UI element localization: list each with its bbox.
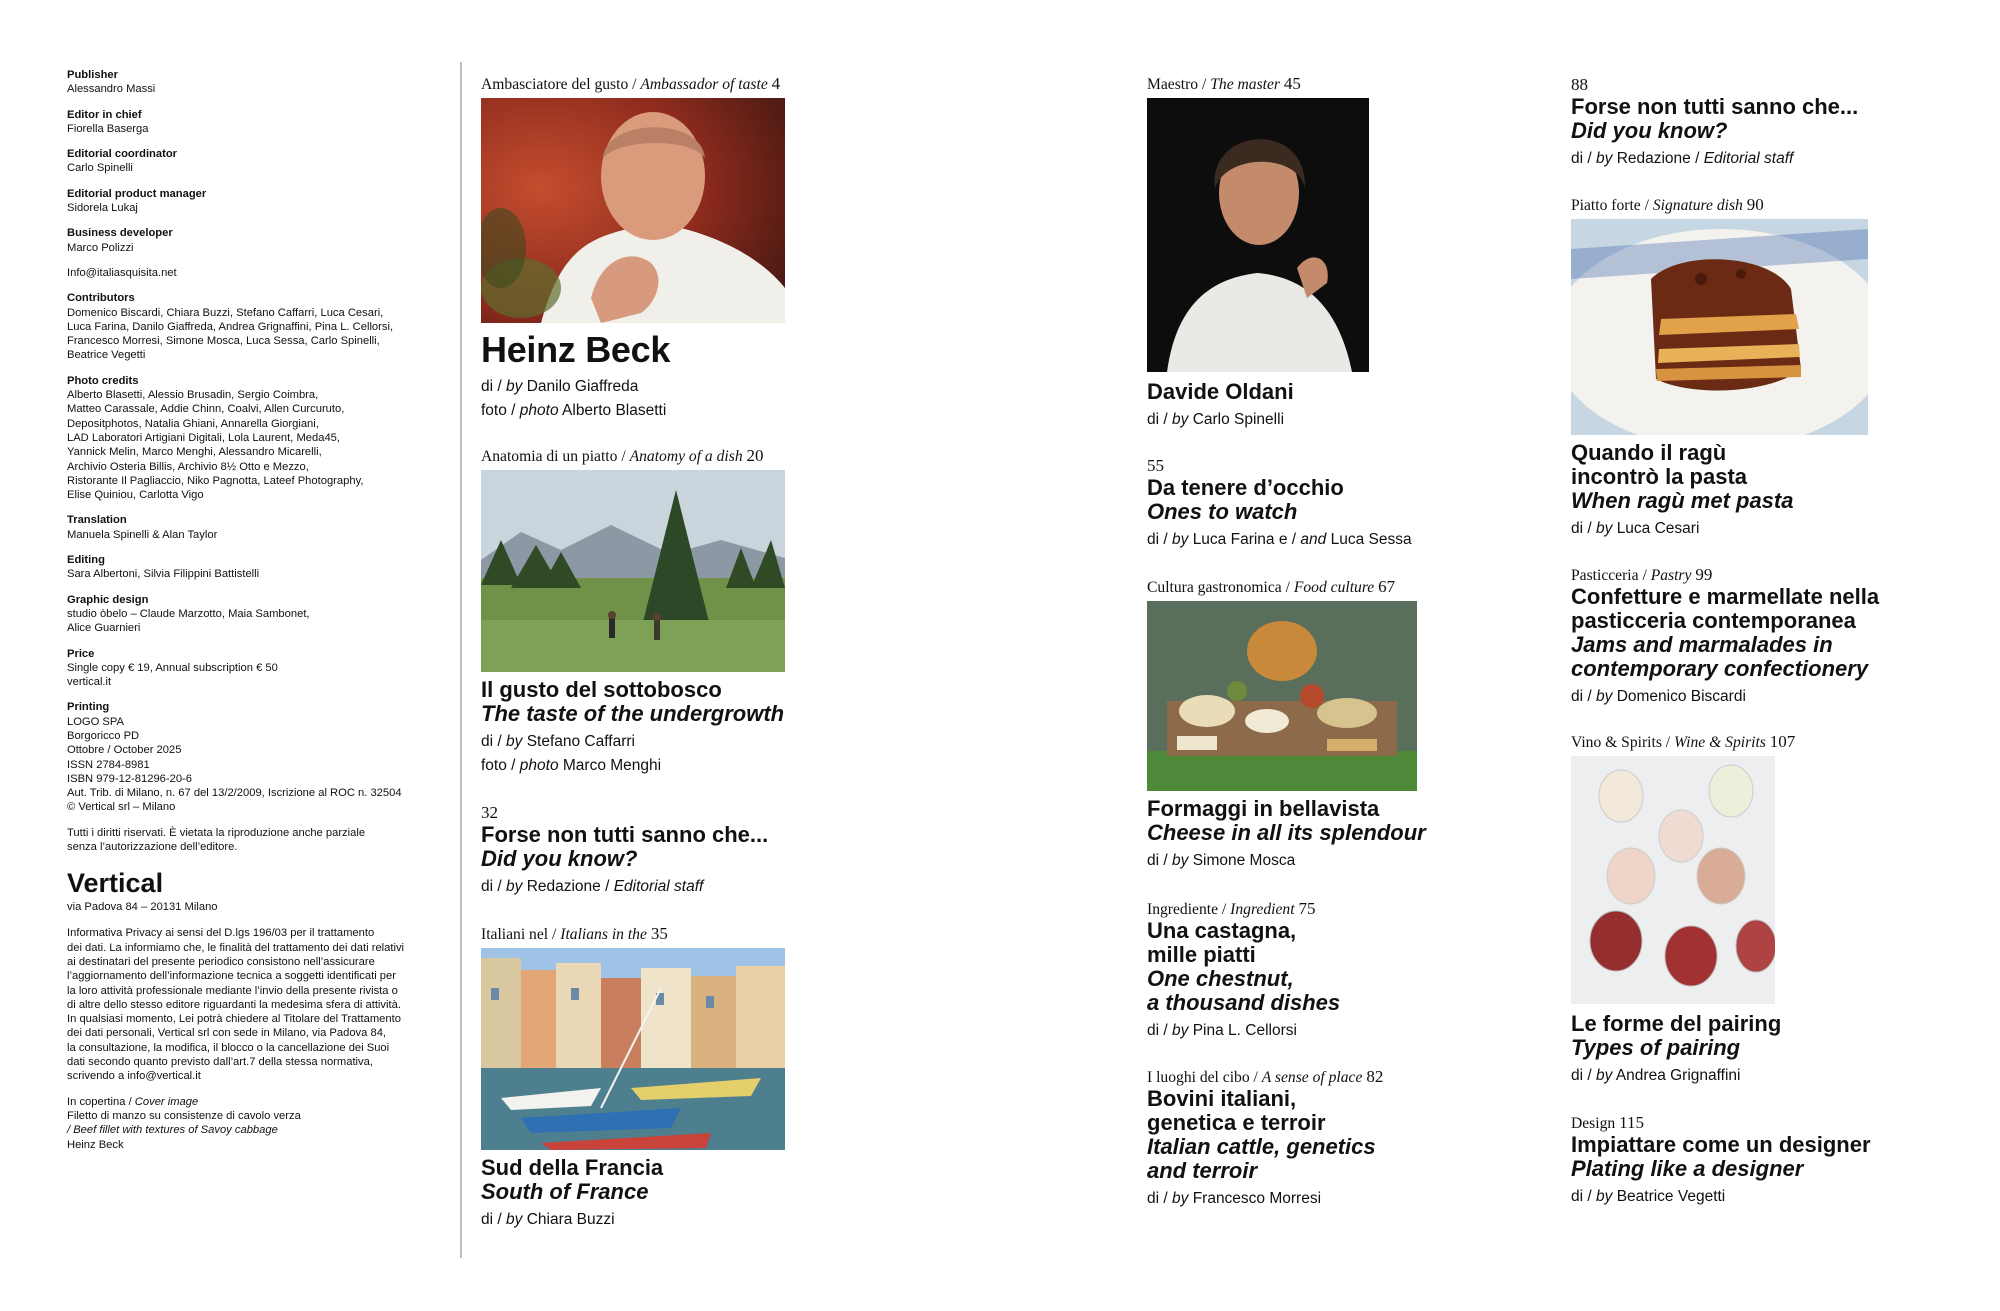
article-title-en: When ragù met pasta [1571,488,1794,513]
photo-chef-oldani [1147,98,1369,372]
article-credits: di / by Simone Mosca [1147,852,1296,869]
toc-entry-did-you-know-88[interactable] [1571,75,1891,171]
article-title: Formaggi in bellavista [1147,796,1380,821]
page-number: 115 [1619,1113,1644,1132]
article-title-en: Cheese in all its splendour [1147,820,1426,845]
section-label: Italiani nel / Italians in the 35 [481,924,668,943]
section-label: Ingrediente / Ingredient 75 [1147,899,1316,918]
article-title: Da tenere d’occhio [1147,475,1344,500]
masthead-translation: Translation Manuela Spinelli & Alan Taylor [67,514,218,541]
page-number: 90 [1746,195,1764,214]
toc-entry-confetture[interactable] [1571,566,1911,709]
article-title: Una castagna, mille piatti [1147,918,1297,967]
article-title-en: Plating like a designer [1571,1156,1804,1181]
article-credits: di / by Francesco Morresi [1147,1190,1322,1207]
toc-entry-did-you-know-32[interactable] [481,803,811,899]
page-number: 35 [650,924,668,943]
article-title-en: Ones to watch [1147,499,1298,524]
section-label: Vino & Spirits / Wine & Spirits 107 [1571,732,1796,751]
page-number: 45 [1283,74,1301,93]
toc-entry-heinz-beck[interactable] [481,75,811,423]
article-title: Le forme del pairing [1571,1011,1782,1036]
masthead-price: Price Single copy € 19, Annual subscription € 50 vertical.it [67,647,278,689]
article-credits: di / by Stefano Caffarri foto / photo Marco Menghi [481,733,662,774]
section-label: I luoghi del cibo / A sense of place 82 [1147,1067,1384,1086]
masthead-contributors: Contributors Domenico Biscardi, Chiara Buzzi, Stefano Caffarri, Luca Cesari, Luca Farina, Danilo Giaffreda, Andrea Grignaffini, Pina L. Cellorsi, Francesco Morresi, Simone Mosca, Luca Sessa, Carlo Spinelli, Beatrice Vegetti [67,292,394,362]
article-title-en: Italian cattle, genetics and terroir [1147,1134,1376,1183]
article-title-en: Did you know? [481,846,638,871]
masthead-editing: Editing Sara Albertoni, Silvia Filippini Battistelli [67,554,260,581]
masthead-business-developer: Business developer Marco Polizzi [67,227,173,254]
toc-entry-formaggi[interactable] [1147,578,1467,873]
article-title: Bovini italiani, genetica e terroir [1147,1086,1326,1135]
masthead-product-manager: Editorial product manager Sidorela Lukaj [67,187,207,215]
photo-lasagna-plate [1571,219,1868,435]
cover-caption: In copertina / Cover image Filetto di manzo su consistenze di cavolo verza / Beef fillet with textures of Savoy cabbage Heinz Beck [67,1095,301,1151]
column-divider [460,62,462,1258]
article-title-en: One chestnut, a thousand dishes [1147,966,1341,1015]
toc-entry-sottobosco[interactable] [481,447,811,778]
article-title-en: The taste of the undergrowth [481,701,785,726]
article-title: Confetture e marmellate nella pasticceria contemporanea [1571,584,1880,633]
page-number: 4 [771,74,781,93]
article-title: Heinz Beck [481,329,671,370]
page-number: 75 [1298,899,1316,918]
article-credits: di / by Redazione / Editorial staff [1571,150,1794,167]
article-title: Forse non tutti sanno che... [1571,94,1859,119]
page-number: 32 [481,803,498,822]
masthead-editorial-coordinator: Editorial coordinator Carlo Spinelli [67,148,178,175]
article-title-en: Did you know? [1571,118,1728,143]
masthead-rights: Tutti i diritti riservati. È vietata la riproduzione anche parziale senza l’autorizzazione dell’editore. [67,826,366,854]
photo-wine-glasses [1571,756,1775,1004]
section-label: Ambasciatore del gusto / Ambassador of taste 4 [481,74,781,93]
article-title: Il gusto del sottobosco [481,677,722,702]
page-number: 88 [1571,75,1588,94]
section-label: Piatto forte / Signature dish 90 [1571,195,1764,214]
photo-harbour-boats [481,948,785,1150]
photo-cheese-display [1147,601,1417,791]
article-title: Quando il ragù incontrò la pasta [1571,440,1748,489]
article-title: Forse non tutti sanno che... [481,822,769,847]
page-number: 67 [1378,577,1396,596]
article-credits: di / by Redazione / Editorial staff [481,878,704,895]
toc-entry-design[interactable] [1571,1114,1891,1209]
photo-forest-meadow [481,470,785,672]
page-number: 55 [1147,456,1164,475]
toc-entry-ragu[interactable] [1571,196,1891,541]
article-title: Sud della Francia [481,1155,664,1180]
article-credits: di / by Luca Farina e / and Luca Sessa [1147,531,1412,548]
article-credits: di / by Chiara Buzzi [481,1211,615,1228]
article-title-en: South of France [481,1179,649,1204]
section-label: Cultura gastronomica / Food culture 67 [1147,577,1396,596]
masthead-graphic-design: Graphic design studio òbelo – Claude Marzotto, Maia Sambonet, Alice Guarnieri [67,593,310,635]
article-credits: di / by Danilo Giaffreda foto / photo Alberto Blasetti [481,378,667,419]
article-credits: di / by Beatrice Vegetti [1571,1188,1726,1205]
article-title: Davide Oldani [1147,379,1294,404]
article-title: Impiattare come un designer [1571,1132,1871,1157]
section-label: Anatomia di un piatto / Anatomy of a dish 20 [481,446,764,465]
toc-entry-davide-oldani[interactable] [1147,75,1447,432]
toc-entry-bovini[interactable] [1147,1068,1467,1211]
section-label: Pasticceria / Pastry 99 [1571,565,1713,584]
article-credits: di / by Andrea Grignaffini [1571,1067,1741,1084]
publisher-address: via Padova 84 – 20131 Milano [67,901,218,914]
masthead-publisher: Publisher Alessandro Massi [67,69,156,96]
masthead-printing: Printing LOGO SPA Borgoricco PD Ottobre / October 2025 ISSN 2784-8981 ISBN 979-12-81296-20-6 Aut. Trib. di Milano, n. 67 del 13/2/2009, Iscrizione al ROC n. 32504 © Vertical srl – Milano [67,701,402,814]
article-credits: di / by Luca Cesari [1571,520,1700,537]
section-label: Design 115 [1571,1113,1644,1132]
article-credits: di / by Pina L. Cellorsi [1147,1022,1297,1039]
article-credits: di / by Domenico Biscardi [1571,688,1746,705]
page-number: 99 [1695,565,1713,584]
masthead [67,68,447,1163]
page-number: 20 [746,446,764,465]
toc-entry-ones-to-watch[interactable] [1147,456,1467,552]
toc-entry-castagna[interactable] [1147,900,1467,1043]
article-title-en: Jams and marmalades in contemporary confectionery [1571,632,1869,681]
toc-entry-pairing[interactable] [1571,733,1891,1088]
page-number: 107 [1769,732,1796,751]
photo-chef-portrait [481,98,785,323]
toc-entry-sud-della-francia[interactable] [481,925,811,1232]
page-number: 82 [1366,1067,1384,1086]
privacy-notice: Informativa Privacy ai sensi del D.lgs 196/03 per il trattamento dei dati. La informiamo che, le finalità del trattamento dei dati relativi ai destinatari del presente periodico consistono nell’assicurare l’aggiornamento dell’informazione tecnica a soggetti identificati per la loro attività professionale mediante l’invio della presente rivista o di altre dello stesso editore riguardanti la medesima sfera di attività. In qualsiasi momento, Lei potrà chiedere al Titolare del Trattamento dei dati personali, Vertical srl con sede in Milano, via Padova 84, la consultazione, la modifica, il blocco o la cancellazione dei Suoi dati secondo quanto previsto dall’art.7 della stessa normativa, scrivendo a info@vertical.it [67,927,405,1083]
section-label: Maestro / The master 45 [1147,74,1301,93]
article-title-en: Types of pairing [1571,1035,1741,1060]
article-credits: di / by Carlo Spinelli [1147,411,1285,428]
masthead-editor-in-chief: Editor in chief Fiorella Baserga [67,108,149,135]
masthead-email: Info@italiasquisita.net [67,266,177,279]
masthead-photo-credits: Photo credits Alberto Blasetti, Alessio Brusadin, Sergio Coimbra, Matteo Carassale, Addie Chinn, Coalvi, Allen Curcuruto, Depositphotos, Natalia Ghiani, Annarella Giorgiani, LAD Laboratori Artigiani Digitali, Lola Laurent, Meda45, Yannick Melin, Marco Menghi, Alessandro Micarelli, Archivio Osteria Billis, Archivio 8½ Otto e Mezzo, Ristorante Il Pagliaccio, Niko Pagnotta, Lateef Photography, Elise Quiniou, Carlotta Vigo [67,374,364,502]
publisher-logo: Vertical [67,868,164,899]
